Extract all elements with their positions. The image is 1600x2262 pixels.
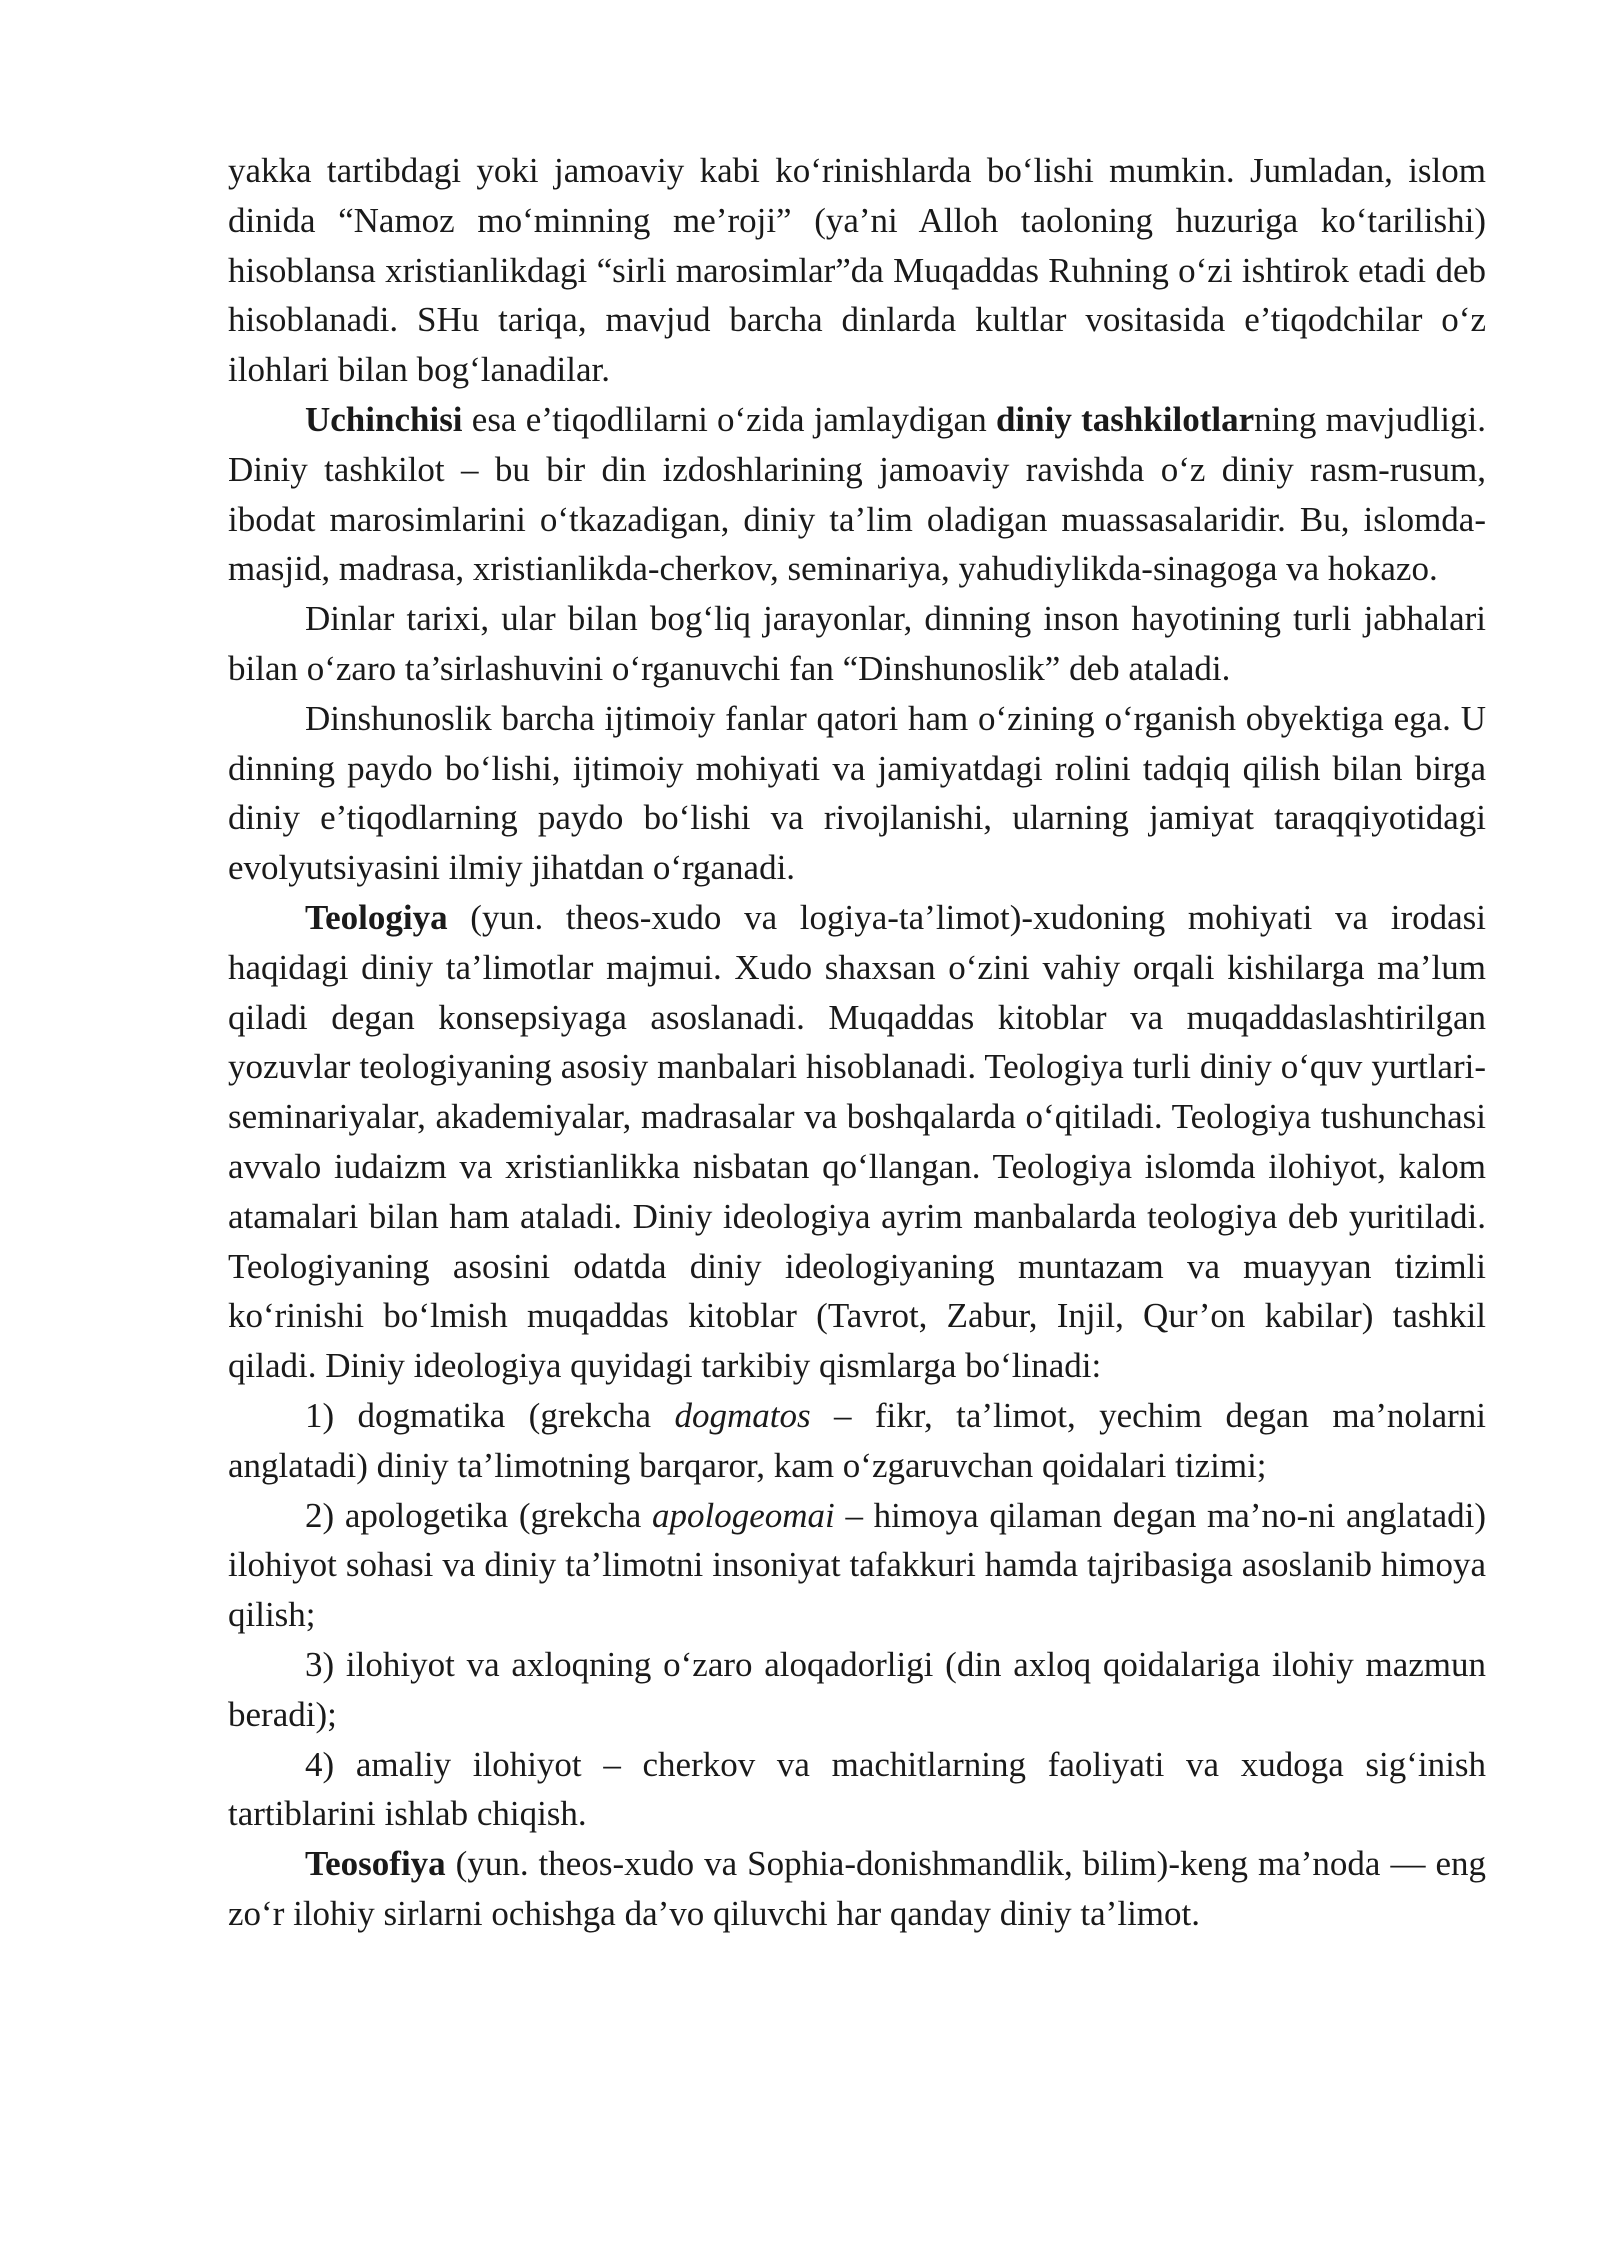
list-item-text: – himoya qilaman degan ma’no-ni anglatadi) ilohiyot sohasi va diniy ta’limotni insoniyat tafakkuri hamda tajribasiga asoslanib himoya qilish;: [228, 1495, 1486, 1635]
list-item-apologetika: [228, 1491, 1486, 1640]
paragraph-text: (yun. theos-xudo va Sophia-donishmandlik, bilim)-keng ma’noda — eng zo‘r ilohiy sirlarni ochishga da’vo qiluvchi har qanday diniy ta’limot.: [228, 1844, 1486, 1933]
list-item-text: 2) apologetika (grekcha: [305, 1495, 652, 1535]
paragraph-teologiya: [228, 893, 1486, 1391]
list-item-text: 1) dogmatika (grekcha: [305, 1395, 675, 1435]
paragraph-text: esa e’tiqodlilarni o‘zida jamlaydigan: [462, 399, 996, 439]
paragraph-kult-continuation: [228, 146, 1486, 395]
term-apologeomai: apologeomai: [651, 1495, 835, 1535]
paragraph-diniy-tashkilot: [228, 395, 1486, 594]
paragraph-text: Dinlar tarixi, ular bilan bog‘liq jarayonlar, dinning inson hayotining turli jabhalari bilan o‘zaro ta’sirlashuvini o‘rganuvchi fan “Dinshunoslik” deb ataladi.: [228, 599, 1486, 688]
list-item-dogmatika: [228, 1391, 1486, 1491]
paragraph-text: Dinshunoslik barcha ijtimoiy fanlar qatori ham o‘zining o‘rganish obyektiga ega. U dinning paydo bo‘lishi, ijtimoiy mohiyati va jamiyatdagi rolini tadqiq qilish bilan birga diniy e’tiqodlarning paydo bo‘lishi va rivojlanishi, ularning jamiyat taraqqiyotidagi evolyutsiyasini ilmiy jihatdan o‘rganadi.: [228, 698, 1486, 888]
paragraph-text: (yun. theos-xudo va logiya-ta’limot)-xudoning mohiyati va irodasi haqidagi diniy ta’limotlar majmui. Xudo shaxsan o‘zini vahiy orqali kishilarga ma’lum qiladi degan konsepsiyaga asoslanadi. Muqaddas kitoblar va muqaddaslashtirilgan yozuvlar teologiyaning asosiy manbalari hisoblanadi. Teologiya turli diniy o‘quv yurtlari-seminariyalar, akademiyalar, madrasalar va boshqalarda o‘qitiladi. Teologiya tushunchasi avvalo iudaizm va xristianlikka nisbatan qo‘llangan. Teologiya islomda ilohiyot, kalom atamalari bilan ham ataladi. Diniy ideologiya ayrim manbalarda teologiya deb yuritiladi. Teologiyaning asosini odatda diniy ideologiyaning muntazam va muayyan tizimli ko‘rinishi bo‘lmish muqaddas kitoblar (Tavrot, Zabur, Injil, Qur’on kabilar) tashkil qiladi. Diniy ideologiya quyidagi tarkibiy qismlarga bo‘linadi:: [228, 897, 1486, 1386]
list-item-amaliy-ilohiyot: [228, 1740, 1486, 1840]
paragraph-teosofiya: [228, 1839, 1486, 1939]
term-dogmatos: dogmatos: [674, 1395, 811, 1435]
term-diniy-tashkilotlar: diniy tashkilotlar: [995, 399, 1255, 439]
term-uchinchisi: Uchinchisi: [305, 399, 463, 439]
list-item-ilohiyot-axloq: [228, 1640, 1486, 1740]
paragraph-dinshunoslik-object: [228, 694, 1486, 893]
term-teologiya: Teologiya: [305, 897, 448, 937]
document-page: [228, 146, 1486, 1939]
paragraph-text: ning mavjudligi. Diniy tashkilot – bu bir din izdoshlarining jamoaviy ravishda o‘z diniy rasm-rusum, ibodat marosimlarini o‘tkazadigan, diniy ta’lim oladigan muassasalaridir. Bu, islomda-masjid, madrasa, xristianlikda-cherkov, seminariya, yahudiylikda-sinagoga va hokazo.: [228, 399, 1487, 589]
term-teosofiya: Teosofiya: [305, 1844, 446, 1884]
paragraph-dinshunoslik-definition: [228, 594, 1486, 694]
paragraph-text: yakka tartibdagi yoki jamoaviy kabi ko‘rinishlarda bo‘lishi mumkin. Jumladan, islom dinida “Namoz mo‘minning me’roji” (ya’ni Alloh taoloning huzuriga ko‘tarilishi) hisoblansa xristianlikdagi “sirli marosimlar”da Muqaddas Ruhning o‘zi ishtirok etadi deb hisoblanadi. SHu tariqa, mavjud barcha dinlarda kultlar vositasida e’tiqodchilar o‘z ilohlari bilan bog‘lanadilar.: [228, 151, 1486, 390]
list-item-text: 4) amaliy ilohiyot – cherkov va machitlarning faoliyati va xudoga sig‘inish tartiblarini ishlab chiqish.: [228, 1744, 1486, 1834]
list-item-text: – fikr, ta’limot, yechim degan ma’nolarni anglatadi) diniy ta’limotning barqaror, kam o‘zgaruvchan qoidalari tizimi;: [228, 1395, 1486, 1485]
list-item-text: 3) ilohiyot va axloqning o‘zaro aloqadorligi (din axloq qoidalariga ilohiy mazmun beradi);: [228, 1644, 1486, 1734]
